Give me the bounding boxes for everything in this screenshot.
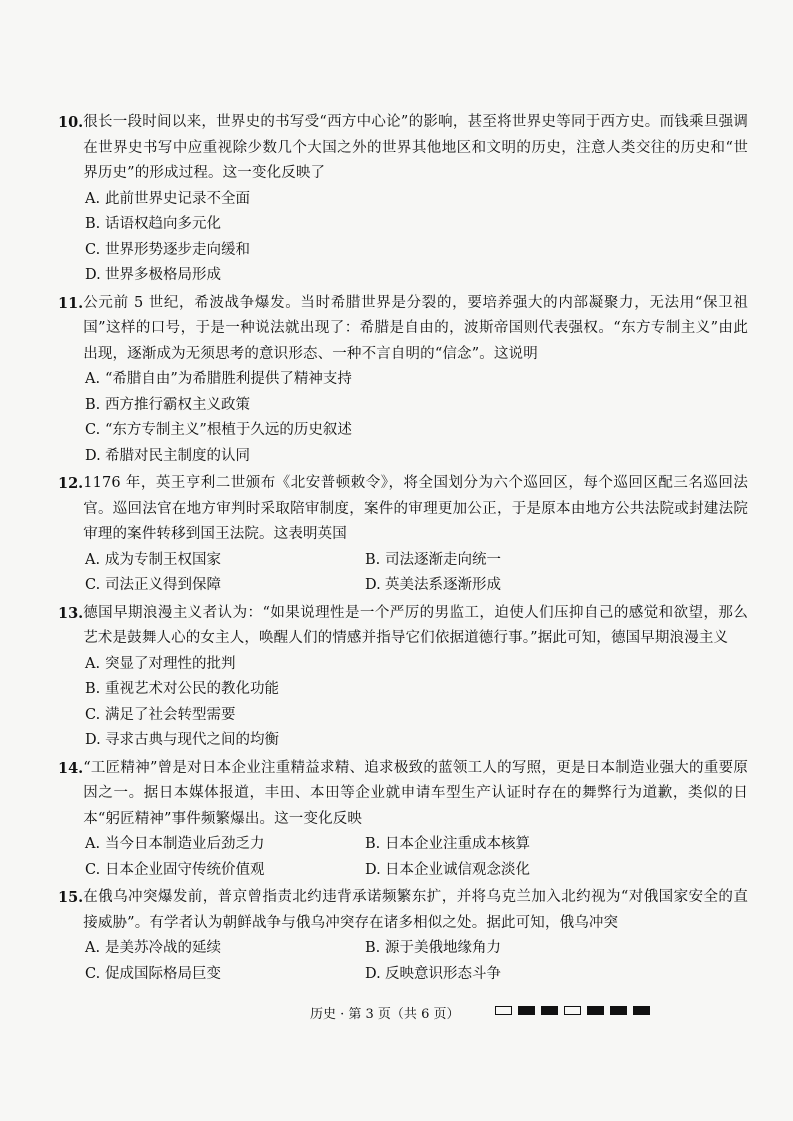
filled-mark — [587, 1006, 604, 1015]
option-row — [85, 962, 748, 988]
option-letter: B. — [365, 551, 381, 568]
question-text: 公元前 5 世纪，希波战争爆发。当时希腊世界是分裂的，要培养强大的内部凝聚力，无法用“保卫祖国”这样的口号，于是一种说法就出现了：希腊是自由的，波斯帝国则代表强权。“东方专制主义”由此出现，逐渐成为无须思考的意识形态、一种不言自明的“信念”。这说明 — [83, 294, 748, 362]
hollow-mark — [564, 1006, 581, 1015]
option-b — [365, 548, 645, 574]
option-letter: B. — [85, 681, 101, 697]
question-text: 在俄乌冲突爆发前，普京曾指责北约违背承诺频繁东扩，并将乌克兰加入北约视为“对俄国家安全的直接威胁”。有学者认为朝鲜战争与俄乌冲突存在诸多相似之处。据此可知，俄乌冲突 — [83, 889, 748, 931]
question-number: 10. — [58, 114, 84, 131]
option-text: 话语权趋向多元化 — [105, 216, 221, 232]
option-c — [85, 962, 365, 988]
question-list — [58, 110, 748, 989]
option-row — [85, 858, 748, 884]
option-letter: B. — [85, 216, 101, 232]
barcode-marks — [495, 1006, 650, 1015]
option-text: 司法正义得到保障 — [105, 577, 221, 593]
question-text: 很长一段时间以来，世界史的书写受“西方中心论”的影响，甚至将世界史等同于西方史。而钱乘旦强调在世界史书写中应重视除少数几个大国之外的世界其他地区和文明的历史，注意人类交往的历史和“世界历史”的形成过程。这一变化反映了 — [83, 114, 748, 181]
option-letter: A. — [85, 940, 101, 956]
option-letter: A. — [85, 371, 101, 387]
option-row — [85, 573, 748, 599]
option-text: 当今日本制造业后劲乏力 — [105, 836, 265, 852]
option-text: “东方专制主义”根植于久远的历史叙述 — [105, 422, 352, 438]
option-c — [85, 858, 365, 884]
option-b — [85, 393, 748, 419]
option-text: 突显了对理性的批判 — [105, 655, 236, 672]
option-letter: D. — [365, 965, 381, 982]
filled-mark — [541, 1006, 558, 1015]
option-letter: C. — [85, 241, 101, 258]
option-letter: D. — [365, 861, 381, 878]
options — [85, 936, 748, 987]
option-letter: C. — [85, 422, 101, 438]
options — [85, 548, 748, 599]
option-text: 司法逐渐走向统一 — [385, 551, 501, 568]
option-b — [85, 212, 748, 238]
question-number: 11. — [58, 294, 84, 312]
option-letter: A. — [85, 655, 101, 672]
option-text: 反映意识形态斗争 — [385, 965, 501, 982]
option-a — [85, 936, 365, 962]
option-d — [365, 858, 645, 884]
option-letter: D. — [85, 732, 101, 748]
option-text: 寻求古典与现代之间的均衡 — [105, 732, 279, 748]
option-text: 源于美俄地缘角力 — [385, 940, 501, 956]
option-letter: A. — [85, 836, 101, 852]
option-row — [85, 936, 748, 962]
filled-mark — [610, 1006, 627, 1015]
filled-mark — [518, 1006, 535, 1015]
filled-mark — [633, 1006, 650, 1015]
option-b — [85, 677, 748, 703]
question-stem — [58, 291, 748, 368]
option-a — [85, 832, 365, 858]
option-letter: D. — [85, 447, 101, 464]
question-11 — [58, 291, 748, 470]
option-letter: C. — [85, 861, 101, 878]
option-letter: A. — [85, 190, 101, 207]
option-text: 是美苏冷战的延续 — [105, 940, 221, 956]
option-c — [85, 573, 365, 599]
option-letter: D. — [365, 577, 381, 593]
option-letter: C. — [85, 965, 101, 982]
hollow-mark — [495, 1006, 512, 1015]
question-text: 1176 年，英王亨利二世颁布《北安普顿敕令》，将全国划分为六个巡回区，每个巡回区配三名巡回法官。巡回法官在地方审判时采取陪审制度，案件的审理更加公正，于是原本由地方公共法院或封建法院审理的案件转移到国王法院。这表明英国 — [83, 475, 748, 542]
option-b — [365, 832, 645, 858]
options — [85, 652, 748, 754]
option-text: 此前世界史记录不全面 — [105, 190, 250, 207]
option-letter: C. — [85, 706, 101, 723]
option-row — [85, 548, 748, 574]
option-d — [85, 444, 748, 470]
option-d — [85, 728, 748, 754]
question-14 — [58, 756, 748, 884]
question-12 — [58, 471, 748, 599]
question-stem — [58, 471, 748, 548]
question-number: 12. — [58, 475, 84, 492]
option-a — [85, 367, 748, 393]
options — [85, 187, 748, 289]
option-letter: B. — [365, 836, 381, 852]
option-d — [85, 263, 748, 289]
option-letter: A. — [85, 551, 101, 568]
option-c — [85, 238, 748, 264]
option-letter: C. — [85, 577, 101, 593]
question-number: 13. — [58, 604, 84, 622]
option-b — [365, 936, 645, 962]
option-d — [365, 962, 645, 988]
option-c — [85, 418, 748, 444]
option-text: 日本企业诚信观念淡化 — [385, 861, 530, 878]
option-a — [85, 548, 365, 574]
question-text: “工匠精神”曾是对日本企业注重精益求精、追求极致的蓝领工人的写照，更是日本制造业强大的重要原因之一。据日本媒体报道，丰田、本田等企业就申请车型生产认证时存在的舞弊行为道歉，类似的日本“躬匠精神”事件频繁爆出。这一变化反映 — [83, 759, 748, 827]
option-text: 希腊对民主制度的认同 — [105, 447, 250, 464]
question-stem — [58, 885, 748, 936]
option-text: 世界多极格局形成 — [105, 267, 221, 283]
question-10 — [58, 110, 748, 289]
question-stem — [58, 601, 748, 652]
option-letter: D. — [85, 267, 101, 283]
question-stem — [58, 756, 748, 833]
options — [85, 367, 748, 469]
option-text: 重视艺术对公民的教化功能 — [105, 681, 279, 697]
question-number: 15. — [58, 889, 84, 906]
option-a — [85, 652, 748, 678]
question-text: 德国早期浪漫主义者认为：“如果说理性是一个严厉的男监工，迫使人们压抑自己的感觉和欲望，那么艺术是鼓舞人心的女主人，唤醒人们的情感并指导它们依据道德行事。”据此可知，德国早期浪漫主义 — [83, 604, 748, 646]
question-13 — [58, 601, 748, 754]
option-c — [85, 703, 748, 729]
option-text: 成为专制王权国家 — [105, 551, 221, 568]
page-number-label: 历史 · 第 3 页（共 6 页） — [310, 1007, 460, 1022]
option-text: 日本企业注重成本核算 — [385, 836, 530, 852]
option-d — [365, 573, 645, 599]
option-text: 日本企业固守传统价值观 — [105, 861, 265, 878]
option-text: 世界形势逐步走向缓和 — [105, 241, 250, 258]
option-text: 西方推行霸权主义政策 — [105, 396, 250, 413]
option-row — [85, 832, 748, 858]
option-text: “希腊自由”为希腊胜利提供了精神支持 — [105, 371, 352, 387]
option-text: 英美法系逐渐形成 — [385, 577, 501, 593]
question-number: 14. — [58, 759, 84, 777]
question-15 — [58, 885, 748, 987]
option-text: 促成国际格局巨变 — [105, 965, 221, 982]
option-a — [85, 187, 748, 213]
option-letter: B. — [365, 940, 381, 956]
option-letter: B. — [85, 396, 101, 413]
question-stem — [58, 110, 748, 187]
option-text: 满足了社会转型需要 — [105, 706, 236, 723]
options — [85, 832, 748, 883]
